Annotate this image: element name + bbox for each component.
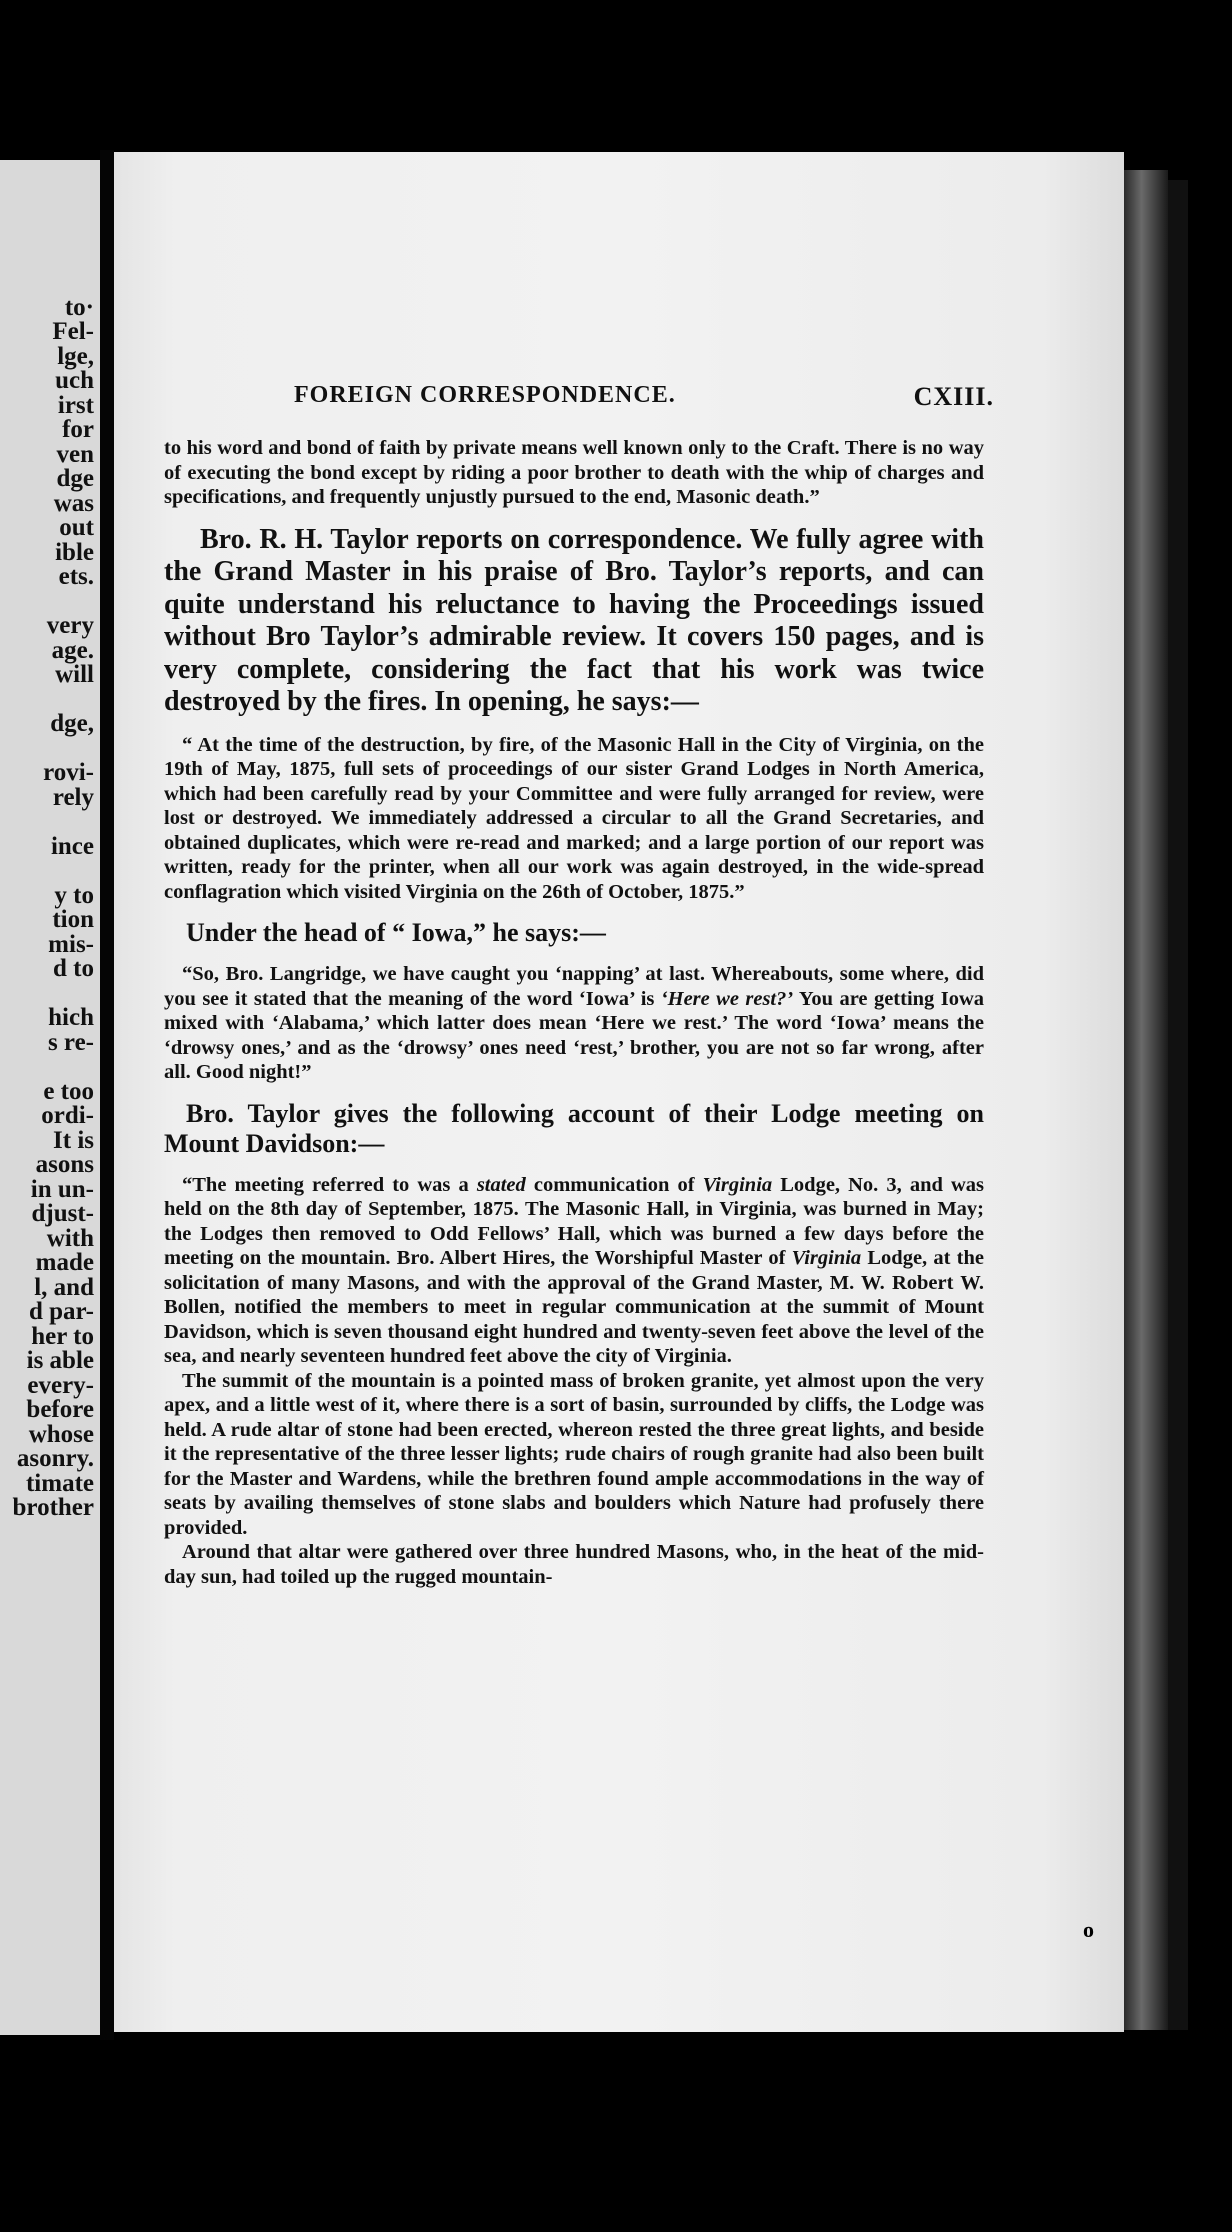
quote-text: “ At the time of the destruction, by fire, of the Masonic Hall in the City of Virginia, on the 19th of May, 1875, full sets of proceedings of our sister Grand Lodges in North America, which had been carefully read by your Committee and were fully arranged for review, were lost or destroyed. We immediately addressed a circular to all the Grand Secretaries, and obtained duplicates, which were re-read and marked; and a large portion of our report was written, ready for the printer, when all our work was again destroyed, in the wide-spread conflagration which visited Virginia on the 26th of October, 1875.” [164,733,984,903]
quote-text: to his word and bond of faith by private means well known only to the Craft. There is no way of executing the bond except by riding a poor brother to death with the whip of charges and specifications, and frequently unjustly pursued to the end, Masonic death.” [164,437,984,508]
left-page-text-fragment: her to [31,1322,94,1350]
left-page-text-fragment: dge [56,465,94,492]
page-content [164,382,994,1603]
left-page-text-fragment: made [35,1249,94,1276]
quote-text [164,962,984,1085]
left-page-text-fragment: asons [35,1151,94,1178]
left-page-text-fragment: to· [64,293,94,321]
italic-phrase: Virginia [702,1173,773,1196]
left-page-text-fragment: e too [43,1077,94,1105]
left-page-text-fragment: brother [12,1494,94,1521]
iowa-heading-paragraph: Under the head of “ Iowa,” he says:— [186,918,606,947]
left-page-text-fragment: is able [26,1347,94,1374]
page-edge [1124,170,1168,2030]
left-page-text-fragment: ven [56,440,94,468]
left-page-text-fragment: in un- [30,1175,94,1203]
left-page-text-fragment: whose [28,1420,94,1448]
left-page-text-fragment: every- [27,1371,94,1399]
quote-continuation [164,436,984,510]
left-page-text-fragment: for [62,416,94,443]
left-page-text-fragment: hich [48,1004,94,1031]
left-page-text-fragment: rely [52,783,94,811]
quote-text-part: communication of [525,1173,703,1196]
left-page-text-fragment: ordi- [41,1102,94,1129]
running-head [164,382,994,422]
page-edge-shadow [1168,180,1188,2030]
taylor-report-paragraph: Bro. R. H. Taylor reports on correspondence. We fully agree with the Grand Master in his praise of Bro. Taylor’s reports, and can quite understand his reluctance to having the Proceedings issued without Bro Taylor’s admirable review. It covers 150 pages, and is very complete, considering the fact that his work was twice destroyed by the fires. In opening, he says:— [164,523,984,717]
left-page-text-fragment: ince [50,832,94,860]
quote-text-part: “So, Bro. Langridge, we have caught you ‘napping’ at last. Whereabouts, some where, did you see it stated that the meaning of the word ‘Iowa’ is [164,963,984,1010]
left-page-text-fragment: out [59,514,94,541]
left-page-fragment [0,160,100,2035]
mount-davidson-quote [164,1173,984,1590]
left-page-text-fragment: age. [51,636,94,664]
book-gutter [100,150,114,2040]
left-page-text-fragment: djust- [31,1200,94,1227]
quote-text-part: Lodge, at the solicitation of many Masons, and with the approval of the Grand Master, M. W. Robert W. Bollen, notified the members to meet in regular communication at the summit of Mount Davidson, which is seven thousand eight hundred and twenty-seven feet above the level of the sea, and nearly seventeen hundred feet above the city of Virginia. [164,1247,984,1367]
lodge-meeting-paragraph: Bro. Taylor gives the following account of their Lodge meeting on Mount Davidson:— [164,1098,984,1158]
left-page-text-fragment: before [26,1396,94,1423]
book-page [114,152,1124,2032]
left-page-text-fragment: Fel- [52,318,94,345]
quote-text-part: “The meeting referred to was a [182,1173,477,1196]
quote-text: Around that altar were gathered over three hundred Masons, who, in the heat of the mid-day sun, had toiled up the rugged mountain- [164,1541,984,1588]
left-page-text-fragment: irst [57,391,94,419]
left-page-text-fragment: very [46,612,94,639]
left-page-text-fragment: tion [52,906,94,933]
left-page-text-fragment: l, and [34,1273,94,1301]
left-page-text-fragment: rovi- [43,759,94,786]
quote-text [164,1173,984,1369]
fire-quote [164,733,984,905]
iowa-quote [164,962,984,1085]
left-page-text-fragment: ible [55,538,94,566]
left-page-text-fragment: timate [25,1469,94,1497]
page-number: CXIII. [913,382,994,411]
quote-text: The summit of the mountain is a pointed mass of broken granite, yet almost upon the very apex, and a little west of it, where there is a sort of basin, surrounded by cliffs, the Lodge was held. A rude altar of stone had been erected, whereon rested the three great lights, and beside it the representative of the three lesser lights; rude chairs of rough granite had also been built for the Master and Wardens, while the brethren found ample accommodations in the way of seats by availing themselves of stone slabs and boulders which Nature had profusely there provided. [164,1369,984,1539]
left-page-text-fragment: with [46,1224,94,1252]
left-page-text-fragment: was [53,489,94,517]
left-page-text-fragment: uch [55,367,94,394]
quote-text-part: You are getting Iowa mixed with ‘Alabama,’ which latter does mean ‘Here we rest.’ The word ‘Iowa’ means the ‘drowsy ones,’ and as the ‘drowsy’ ones need ‘rest,’ brother, you are not so far wrong, after all. Good night!” [164,987,984,1083]
quote-text-part: Lodge, No. 3, and was held on the 8th day of September, 1875. The Masonic Hall, in Virginia, was burned in May; the Lodges then removed to Odd Fellows’ Hall, which was burned a few days before the meeting on the mountain. Bro. Albert Hires, the Worshipful Master of [164,1173,985,1269]
left-page-text-fragment: y to [54,881,94,909]
running-title: FOREIGN CORRESPONDENCE. [294,382,676,408]
left-page-text-fragment: It is [53,1126,94,1154]
italic-phrase: Virginia [791,1247,862,1269]
left-page-text-fragment: ets. [58,563,94,590]
left-page-text-fragment: d to [53,955,94,982]
left-page-text-fragment: dge, [50,710,94,737]
signature-mark: o [1083,1917,1094,1942]
italic-phrase: stated [476,1173,526,1196]
left-page-text-fragment: will [55,661,94,688]
italic-phrase: ‘Here we rest?’ [660,987,794,1010]
left-page-text-fragment: mis- [48,930,94,958]
left-page-text-fragment: d par- [28,1298,94,1325]
left-page-text-fragment: lge, [57,342,94,370]
left-page-text-fragment: asonry. [16,1445,94,1472]
left-page-text-fragment: s re- [47,1028,94,1056]
